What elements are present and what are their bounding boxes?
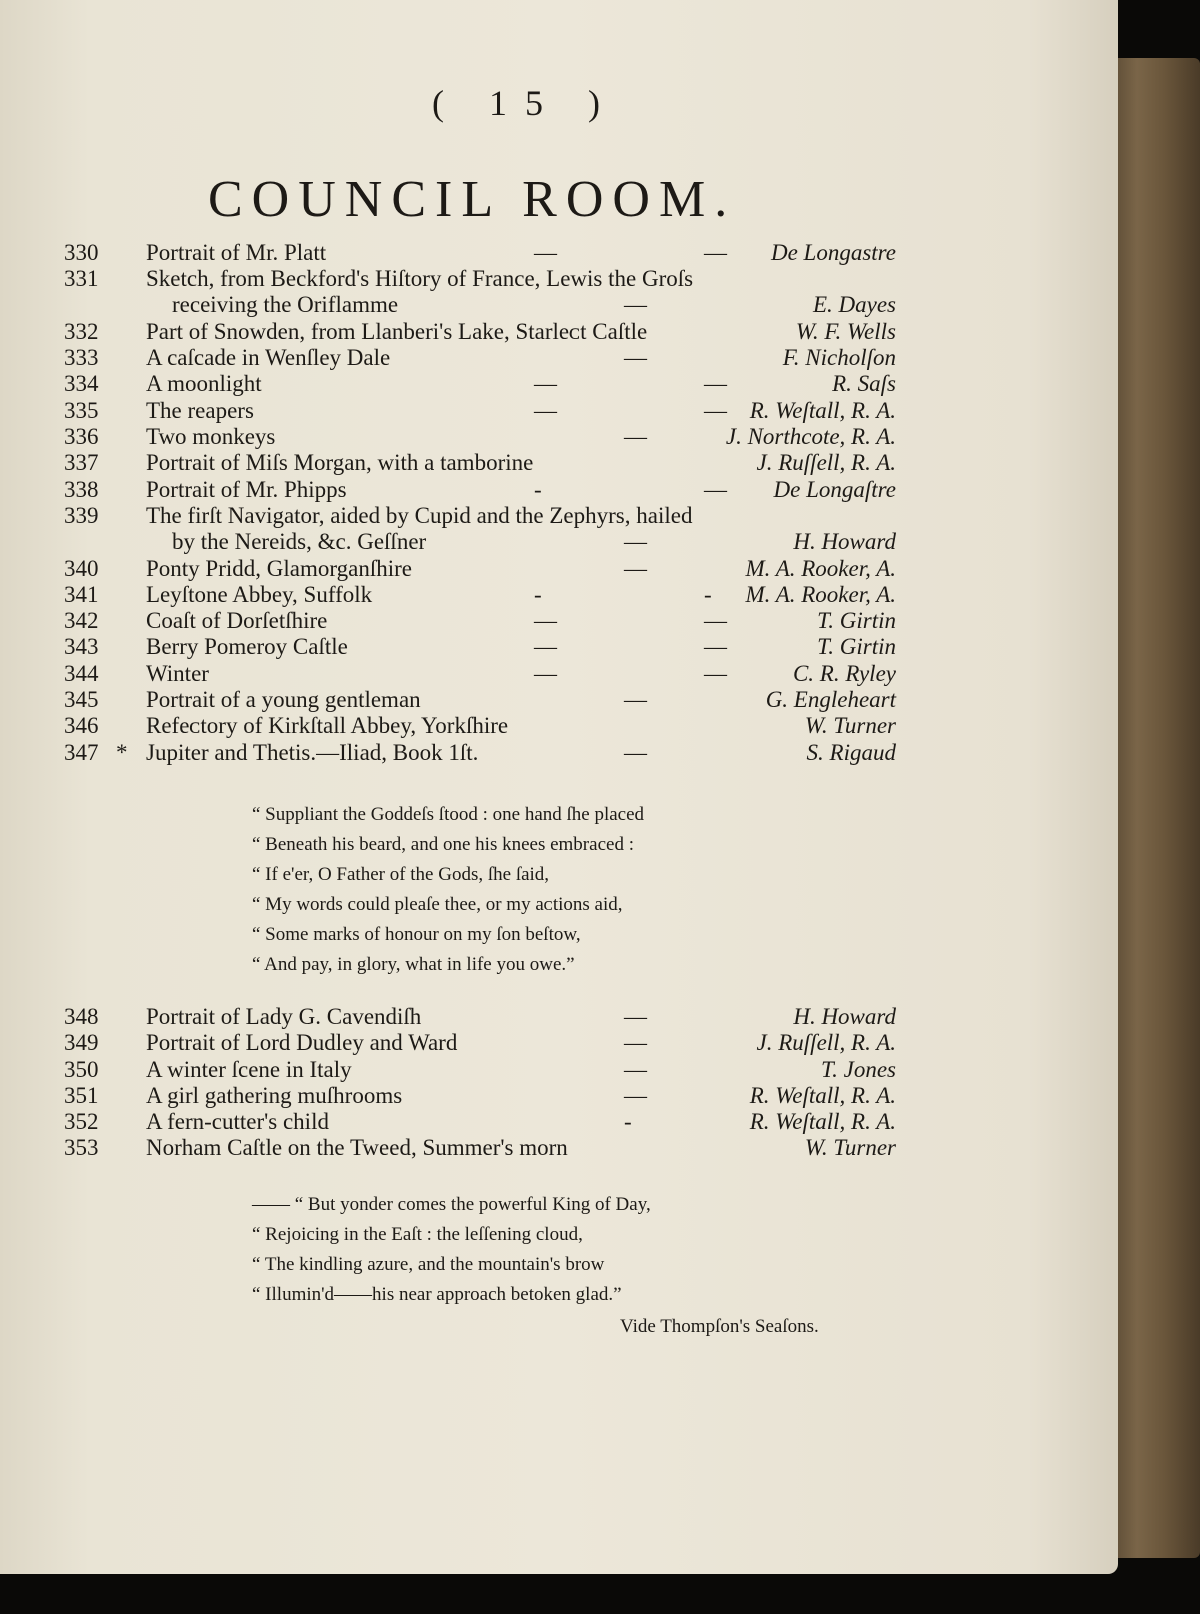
entry-artist: M. A. Rooker, A.	[745, 555, 896, 581]
entry-number: 339	[64, 502, 99, 528]
verse-line: “ And pay, in glory, what in life you owe.”	[252, 954, 575, 975]
catalogue-entry	[64, 634, 896, 660]
catalogue-entry	[64, 661, 896, 687]
catalogue-entry	[64, 687, 896, 713]
entry-dash: —	[624, 424, 647, 450]
catalogue-entry	[64, 240, 896, 266]
entry-dash: —	[624, 687, 647, 713]
book-cover-edge	[1110, 58, 1200, 1558]
entry-number: 350	[64, 1056, 99, 1082]
entry-number: 353	[64, 1135, 99, 1161]
catalogue-entry	[64, 266, 896, 319]
entry-title-continued: by the Nereids, &c. Geſſner	[172, 528, 427, 554]
catalogue-list-continued	[64, 1004, 896, 1162]
catalogue-entry	[64, 477, 896, 503]
entry-dash: —	[704, 634, 727, 660]
entry-number: 352	[64, 1109, 99, 1135]
entry-artist: W. F. Wells	[795, 318, 896, 344]
entry-dash: —	[624, 1056, 647, 1082]
catalogue-entry	[64, 608, 896, 634]
catalogue-entry	[64, 1083, 896, 1109]
entry-artist: J. Northcote, R. A.	[725, 424, 896, 450]
catalogue-entry	[64, 1109, 896, 1135]
catalogue-entry	[64, 424, 896, 450]
entry-title: Berry Pomeroy Caſtle	[146, 634, 348, 660]
catalogue-entry	[64, 450, 896, 476]
entry-title: Part of Snowden, from Llanberi's Lake, Starleᴄt Caſtle	[146, 318, 648, 344]
entry-dash: —	[704, 371, 727, 397]
page-number: ( 15 )	[432, 83, 618, 123]
entry-title: A fern-cutter's child	[146, 1109, 329, 1135]
catalogue-entry	[64, 398, 896, 424]
entry-title: Portrait of a young gentleman	[146, 687, 421, 713]
catalogue-entries-second	[64, 1004, 896, 1162]
catalogue-entry	[64, 319, 896, 345]
catalogue-entries-first	[64, 240, 896, 766]
verse-line: —— “ But yonder comes the powerful King of Day,	[252, 1194, 651, 1215]
verse-attribution: Vide Thompſon's Seaſons.	[620, 1316, 819, 1337]
entry-number: 333	[64, 345, 99, 371]
verse-quotation-seasons	[252, 1190, 819, 1342]
entry-title: A winter ſcene in Italy	[146, 1056, 352, 1082]
catalogue-entry	[64, 345, 896, 371]
entry-dash: —	[624, 1082, 647, 1108]
catalogue-entry	[64, 503, 896, 556]
entry-number: 337	[64, 450, 99, 476]
section-heading: COUNCIL ROOM.	[208, 171, 737, 228]
entry-number: 345	[64, 687, 99, 713]
catalogue-entry	[64, 1004, 896, 1030]
entry-artist: J. Ruſſell, R. A.	[756, 450, 896, 476]
entry-artist: De Longastre	[770, 240, 896, 265]
entry-title: The firſt Navigator, aided by Cupid and the Zephyrs, hailed	[146, 502, 693, 528]
entry-title: Portrait of Mr. Platt	[146, 240, 327, 265]
entry-artist: R. Weſtall, R. A.	[749, 397, 896, 423]
entry-number: 349	[64, 1030, 99, 1056]
entry-dash: -	[704, 581, 712, 607]
entry-artist: R. Weſtall, R. A.	[749, 1109, 896, 1135]
entry-number: 343	[64, 634, 99, 660]
entry-title: The reapers	[146, 397, 254, 423]
entry-number: 332	[64, 318, 99, 344]
verse-line: “ Rejoicing in the Eaſt : the leſſening cloud,	[252, 1224, 583, 1245]
entry-artist: R. Weſtall, R. A.	[749, 1082, 896, 1108]
entry-number: 344	[64, 660, 99, 686]
entry-title: Portrait of Lord Dudley and Ward	[146, 1030, 458, 1056]
entry-title: Portrait of Miſs Morgan, with a tamborine	[146, 450, 534, 476]
entry-artist: S. Rigaud	[806, 739, 896, 765]
entry-artist: M. A. Rooker, A.	[745, 581, 896, 607]
entry-number: 338	[64, 476, 99, 502]
entry-artist: H. Howard	[793, 1004, 896, 1029]
entry-title: Portrait of Lady G. Cavendiſh	[146, 1004, 422, 1029]
entry-title: Two monkeys	[146, 424, 276, 450]
entry-dash: —	[624, 345, 647, 371]
catalogue-entry	[64, 740, 896, 766]
verse-line: “ Suppliant the Goddeſs ſtood : one hand ſhe placed	[252, 804, 645, 825]
entry-dash: —	[624, 739, 647, 765]
entry-number: 331	[64, 266, 99, 292]
verse-line: “ My words could pleaſe thee, or my aᴄtions aid,	[252, 894, 623, 915]
entry-number: 336	[64, 424, 99, 450]
entry-dash: -	[534, 476, 542, 502]
entry-dash: —	[624, 528, 647, 554]
entry-number: 341	[64, 581, 99, 607]
entry-number: 335	[64, 397, 99, 423]
entry-title: Sketch, from Beckford's Hiſtory of France, Lewis the Groſs	[146, 266, 694, 292]
entry-artist: H. Howard	[793, 528, 896, 554]
entry-dash: —	[624, 1030, 647, 1056]
entry-artist: T. Girtin	[817, 634, 896, 660]
entry-title-continued: receiving the Oriflamme	[172, 292, 399, 318]
entry-dash: —	[534, 371, 557, 397]
entry-artist: W. Turner	[804, 713, 896, 739]
entry-dash: —	[534, 240, 557, 265]
entry-dash: —	[534, 634, 557, 660]
entry-title: A caſcade in Wenſley Dale	[146, 345, 391, 371]
entry-dash: —	[534, 660, 557, 686]
entry-title: A girl gathering muſhrooms	[146, 1082, 403, 1108]
entry-number: 330	[64, 240, 99, 265]
entry-number: 334	[64, 371, 99, 397]
entry-dash: —	[704, 397, 727, 423]
entry-dash: —	[704, 660, 727, 686]
entry-dash: —	[704, 240, 727, 265]
catalogue-entry	[64, 556, 896, 582]
entry-title: Coaſt of Dorſetſhire	[146, 608, 328, 634]
entry-dash: —	[534, 608, 557, 634]
verse-line: “ If e'er, O Father of the Gods, ſhe ſaid,	[252, 864, 550, 885]
entry-title: Ponty Pridd, Glamorganſhire	[146, 555, 412, 581]
entry-dash: —	[534, 397, 557, 423]
entry-artist: G. Engleheart	[765, 687, 896, 713]
verse-line: “ Beneath his beard, and one his knees embraced :	[252, 834, 634, 855]
entry-number: 346	[64, 713, 99, 739]
entry-title: Jupiter and Thetis.—Iliad, Book 1ſt.	[146, 739, 479, 765]
entry-title: Refeᴄtory of Kirkſtall Abbey, Yorkſhire	[146, 713, 509, 739]
catalogue-list	[64, 240, 896, 766]
entry-number: 340	[64, 555, 99, 581]
entry-star: *	[116, 739, 128, 765]
entry-number: 342	[64, 608, 99, 634]
entry-number: 347	[64, 739, 99, 765]
entry-artist: C. R. Ryley	[792, 660, 896, 686]
entry-title: Norham Caſtle on the Tweed, Summer's morn	[146, 1135, 568, 1161]
entry-dash: —	[624, 1004, 647, 1029]
entry-artist: J. Ruſſell, R. A.	[756, 1030, 896, 1056]
verse-line: “ The kindling azure, and the mountain's brow	[252, 1254, 605, 1275]
catalogue-entry	[64, 1057, 896, 1083]
entry-dash: -	[624, 1109, 632, 1135]
entry-dash: —	[704, 476, 727, 502]
verse-quotation-iliad	[252, 800, 812, 980]
catalogue-entry	[64, 371, 896, 397]
entry-title: Leyſtone Abbey, Suffolk	[146, 581, 373, 607]
catalogue-entry	[64, 1135, 896, 1161]
verse-line: “ Some marks of honour on my ſon beſtow,	[252, 924, 581, 945]
verse-line: “ Illumin'd——his near approach betoken glad.”	[252, 1284, 622, 1305]
entry-artist: F. Nicholſon	[782, 345, 896, 371]
catalogue-entry	[64, 713, 896, 739]
entry-title: Portrait of Mr. Phipps	[146, 476, 347, 502]
entry-title: Winter	[146, 660, 209, 686]
catalogue-entry	[64, 582, 896, 608]
entry-artist: R. Saſs	[832, 371, 896, 397]
entry-dash: —	[704, 608, 727, 634]
entry-number: 351	[64, 1082, 99, 1108]
entry-artist: W. Turner	[804, 1135, 896, 1161]
entry-artist: De Longaſtre	[773, 476, 896, 502]
entry-title: A moonlight	[146, 371, 262, 397]
entry-artist: E. Dayes	[812, 292, 896, 318]
entry-dash: -	[534, 581, 542, 607]
entry-artist: T. Jones	[821, 1056, 896, 1082]
entry-dash: —	[624, 292, 647, 318]
entry-dash: —	[624, 555, 647, 581]
entry-number: 348	[64, 1004, 99, 1029]
entry-artist: T. Girtin	[817, 608, 896, 634]
catalogue-entry	[64, 1030, 896, 1056]
